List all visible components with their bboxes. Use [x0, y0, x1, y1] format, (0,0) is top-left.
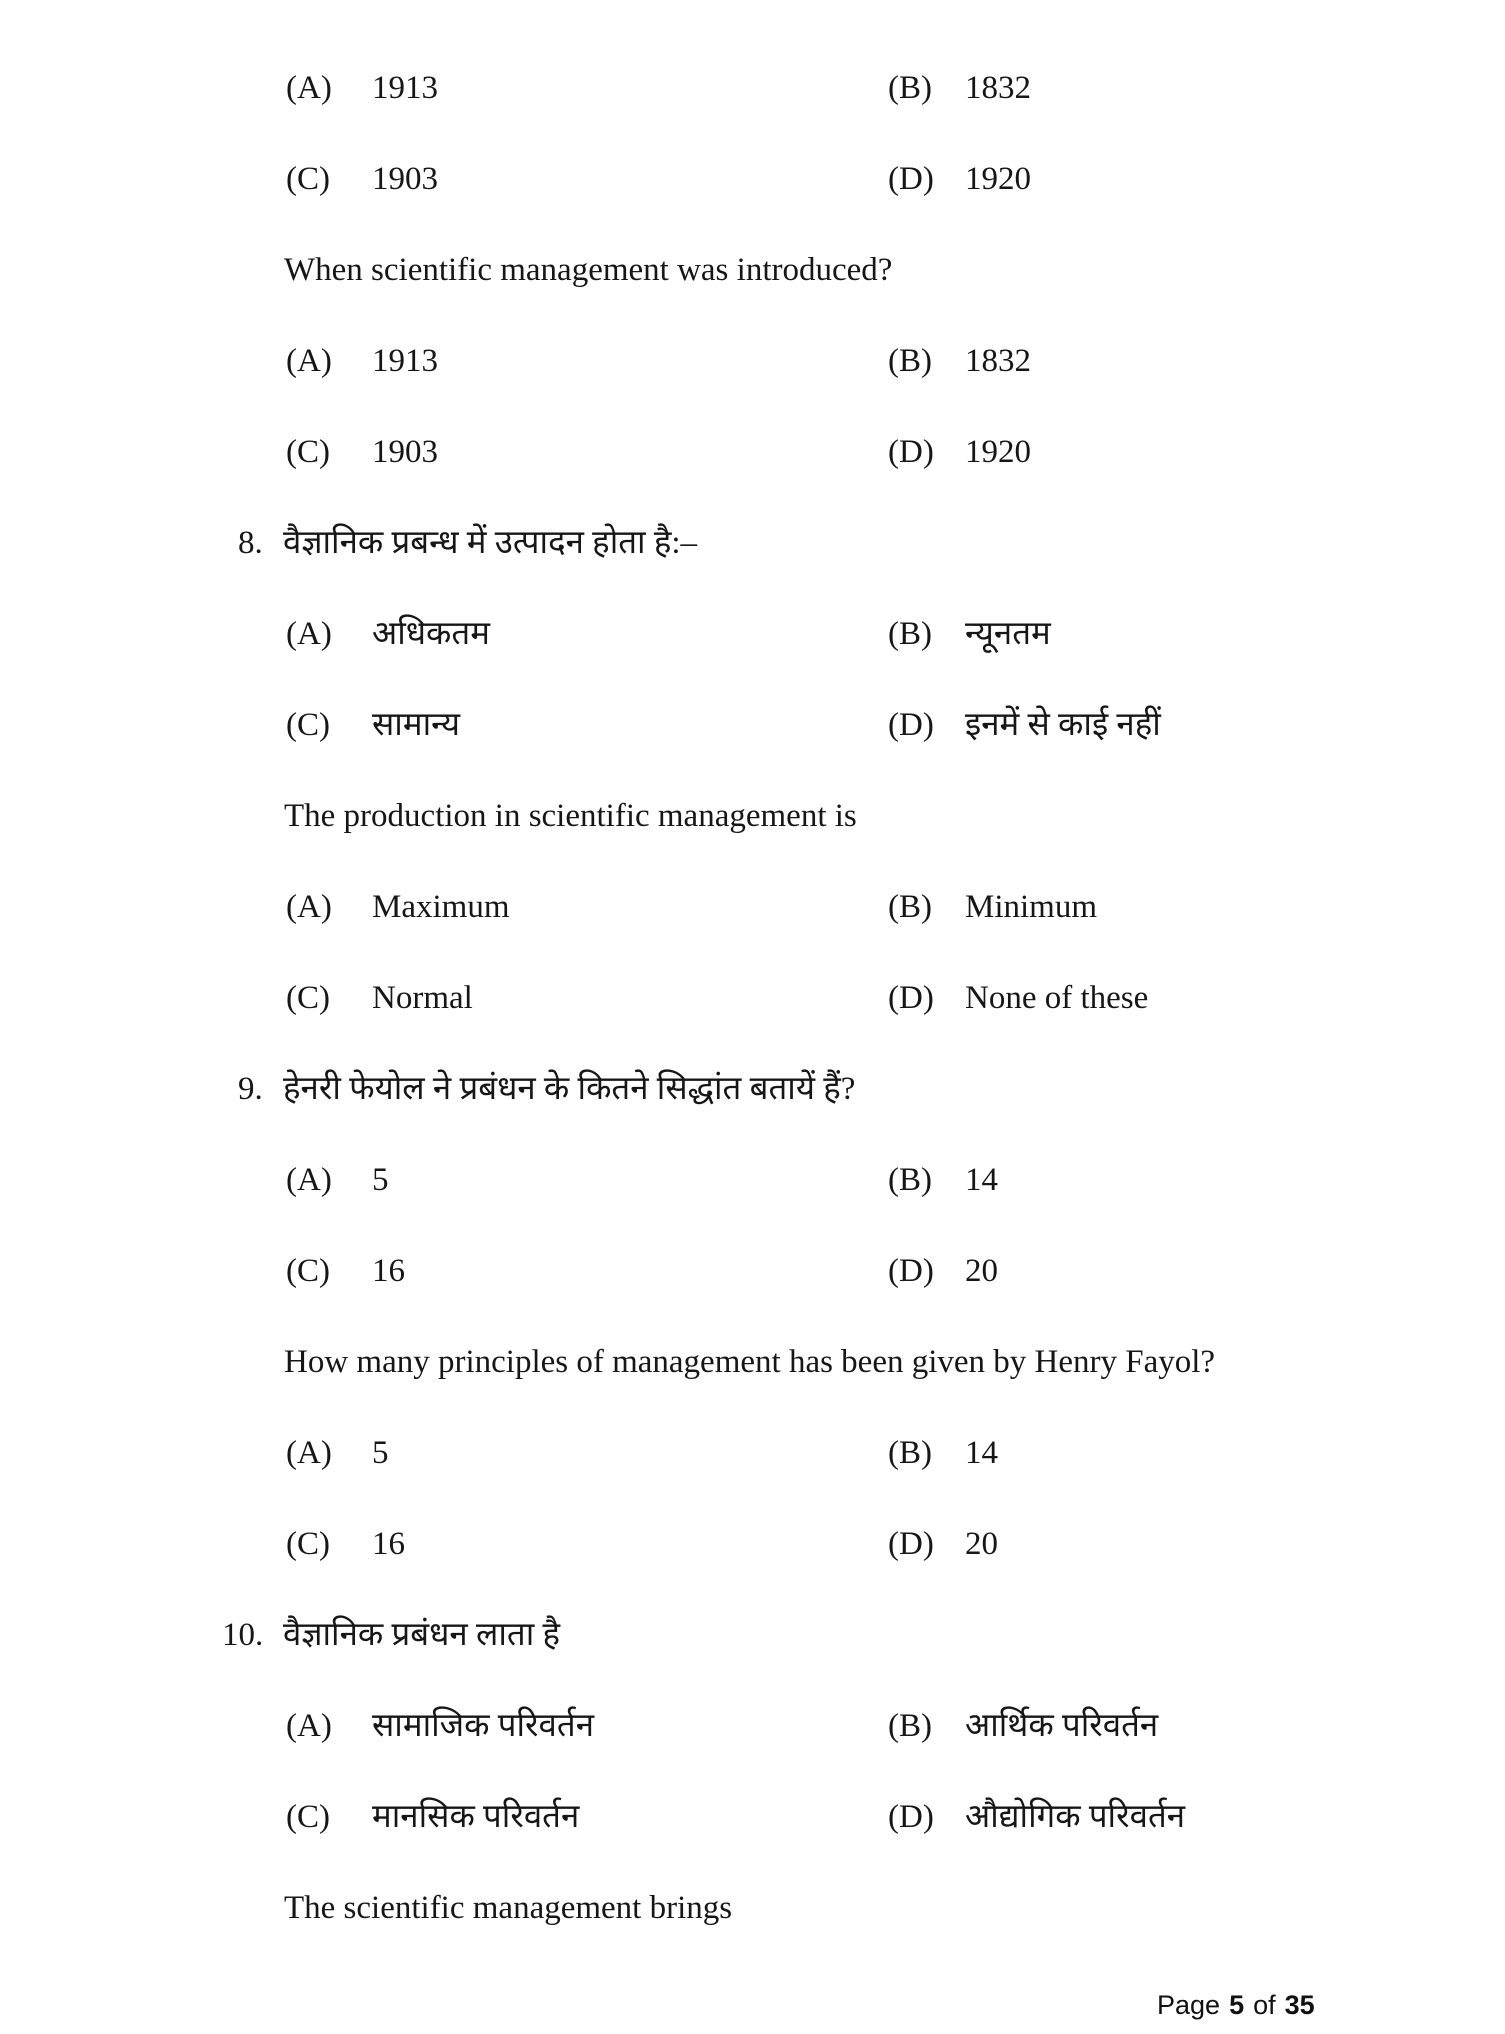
option-letter: (A)	[286, 1435, 332, 1471]
option-letter: (A)	[286, 616, 332, 652]
question-number: 8.	[238, 525, 263, 561]
option-value: 1903	[372, 161, 438, 197]
option-value: Minimum	[965, 889, 1098, 925]
option-value: इनमें से काई नहीं	[965, 707, 1161, 743]
option-letter: (C)	[286, 161, 330, 197]
option-value: 5	[372, 1435, 389, 1471]
option-letter: (D)	[888, 434, 934, 470]
option-value: सामान्य	[372, 707, 461, 743]
option-value: Maximum	[372, 889, 510, 925]
option-row	[286, 68, 1465, 159]
option-letter: (C)	[286, 1799, 330, 1835]
option-row	[286, 705, 1465, 796]
option-letter: (B)	[888, 889, 932, 925]
option-row	[286, 1797, 1465, 1888]
option-value: 16	[372, 1253, 405, 1289]
option-value: औद्योगिक परिवर्तन	[965, 1799, 1186, 1835]
option-row	[286, 614, 1465, 705]
option-letter: (B)	[888, 1708, 932, 1744]
option-letter: (B)	[888, 1435, 932, 1471]
question-text-hindi: वैज्ञानिक प्रबंधन लाता है	[283, 1617, 561, 1653]
option-row	[286, 978, 1465, 1069]
footer-page-word: Page	[1157, 1990, 1221, 2020]
question-number: 10.	[222, 1617, 264, 1653]
option-letter: (C)	[286, 1253, 330, 1289]
option-row	[286, 1433, 1465, 1524]
option-letter: (B)	[888, 70, 932, 106]
option-value: 20	[965, 1526, 998, 1562]
option-value: 1832	[965, 70, 1031, 106]
question-text-hindi: वैज्ञानिक प्रबन्ध में उत्पादन होता है:–	[283, 525, 698, 561]
option-value: 20	[965, 1253, 998, 1289]
option-letter: (A)	[286, 70, 332, 106]
option-letter: (B)	[888, 343, 932, 379]
option-value: 5	[372, 1162, 389, 1198]
option-letter: (A)	[286, 889, 332, 925]
option-row	[286, 887, 1465, 978]
option-letter: (C)	[286, 1526, 330, 1562]
question-number: 9.	[238, 1071, 263, 1107]
option-value: None of these	[965, 980, 1149, 1016]
footer-page-number: 5	[1229, 1990, 1245, 2020]
option-value: मानसिक परिवर्तन	[372, 1799, 580, 1835]
option-value: Normal	[372, 980, 473, 1016]
option-letter: (A)	[286, 1708, 332, 1744]
option-letter: (A)	[286, 1162, 332, 1198]
question-text-hindi: हेनरी फेयोल ने प्रबंधन के कितने सिद्धांत बतायें हैं?	[283, 1071, 856, 1107]
option-row	[286, 1706, 1465, 1797]
option-value: 1913	[372, 343, 438, 379]
footer-of-word: of	[1253, 1990, 1276, 2020]
page-footer	[1157, 1990, 1315, 2020]
question-text-english: How many principles of management has been given by Henry Fayol?	[284, 1344, 1216, 1380]
question-text-english: When scientific management was introduced?	[284, 252, 893, 288]
option-row	[286, 159, 1465, 250]
option-value: 14	[965, 1435, 998, 1471]
option-row	[286, 1251, 1465, 1342]
option-value: 1920	[965, 161, 1031, 197]
option-letter: (D)	[888, 1799, 934, 1835]
option-letter: (D)	[888, 1253, 934, 1289]
option-letter: (B)	[888, 616, 932, 652]
option-row	[286, 432, 1465, 523]
option-value: 1832	[965, 343, 1031, 379]
question-line	[238, 523, 1465, 614]
option-letter: (C)	[286, 980, 330, 1016]
option-letter: (C)	[286, 434, 330, 470]
option-letter: (C)	[286, 707, 330, 743]
option-row	[286, 341, 1465, 432]
question-line	[238, 1069, 1465, 1160]
option-value: 1903	[372, 434, 438, 470]
option-letter: (B)	[888, 1162, 932, 1198]
option-letter: (D)	[888, 161, 934, 197]
option-value: आर्थिक परिवर्तन	[965, 1708, 1159, 1744]
option-row	[286, 1160, 1465, 1251]
option-value: 16	[372, 1526, 405, 1562]
option-value: 1920	[965, 434, 1031, 470]
option-value: अधिकतम	[372, 616, 490, 652]
option-letter: (D)	[888, 707, 934, 743]
question-line	[222, 1615, 1465, 1706]
question-text-english: The scientific management brings	[284, 1890, 733, 1926]
footer-total-pages: 35	[1284, 1990, 1315, 2020]
option-value: 1913	[372, 70, 438, 106]
option-letter: (D)	[888, 1526, 934, 1562]
option-value: न्यूनतम	[965, 616, 1051, 652]
question-text-english: The production in scientific management is	[284, 798, 857, 834]
option-value: 14	[965, 1162, 998, 1198]
option-letter: (A)	[286, 343, 332, 379]
option-letter: (D)	[888, 980, 934, 1016]
option-value: सामाजिक परिवर्तन	[372, 1708, 595, 1744]
option-row	[286, 1524, 1465, 1615]
